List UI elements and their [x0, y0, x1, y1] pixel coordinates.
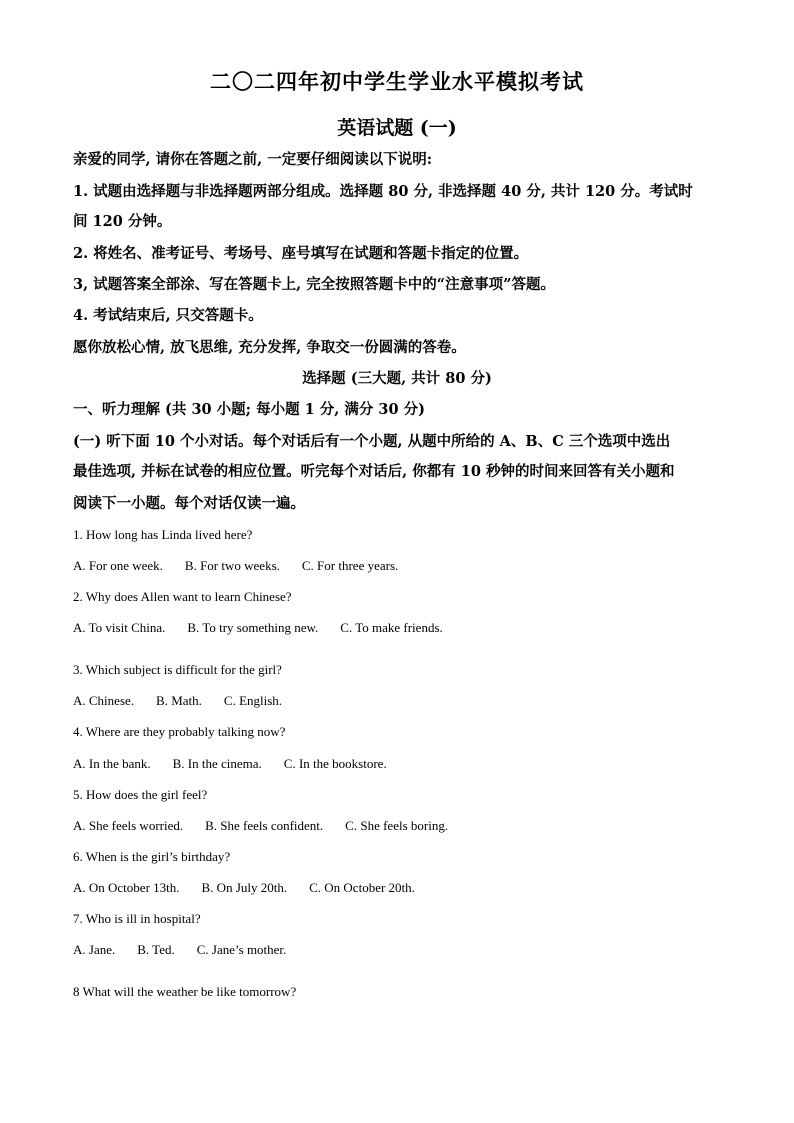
option-a: A. Chinese.: [73, 693, 135, 708]
option-a: A. For one week.: [73, 558, 163, 573]
option-b: B. To try something new.: [187, 620, 319, 635]
question-4: 4. Where are they probably talking now?: [73, 724, 286, 739]
section-heading: 选择题 (三大题, 共计 80 分): [302, 370, 492, 387]
instruction-item-4: 4. 考试结束后, 只交答题卡。: [73, 307, 263, 324]
question-1-options: [73, 557, 420, 575]
question-6: 6. When is the girl’s birthday?: [73, 849, 231, 864]
option-a: A. Jane.: [73, 942, 116, 957]
option-a: A. On October 13th.: [73, 880, 180, 895]
option-b: B. Math.: [156, 693, 202, 708]
option-b: B. On July 20th.: [201, 880, 288, 895]
option-c: C. In the bookstore.: [283, 756, 387, 771]
option-b: B. For two weeks.: [184, 558, 280, 573]
instruction-item-2: 2. 将姓名、准考证号、考场号、座号填写在试题和答题卡指定的位置。: [73, 245, 529, 262]
question-3-options: [73, 692, 304, 710]
option-a: A. She feels worried.: [73, 818, 184, 833]
question-6-options: [73, 879, 437, 897]
part-instruction-line-3: 阅读下一小题。每个对话仅读一遍。: [73, 495, 305, 512]
option-c: C. For three years.: [301, 558, 399, 573]
option-a: A. In the bank.: [73, 756, 151, 771]
question-1: 1. How long has Linda lived here?: [73, 527, 253, 542]
option-b: B. In the cinema.: [172, 756, 262, 771]
part-heading-listening: 一、听力理解 (共 30 小题; 每小题 1 分, 满分 30 分): [73, 401, 425, 418]
instruction-item-3: 3, 试题答案全部涂、写在答题卡上, 完全按照答题卡中的“注意事项”答题。: [73, 276, 555, 293]
option-b: B. She feels confident.: [205, 818, 324, 833]
option-c: C. On October 20th.: [309, 880, 415, 895]
part-instruction-line-2: 最佳选项, 并标在试卷的相应位置。听完每个对话后, 你都有 10 秒钟的时间来回答有关小题和: [73, 463, 675, 480]
option-c: C. English.: [223, 693, 283, 708]
question-5-options: [73, 817, 470, 835]
question-8: 8 What will the weather be like tomorrow?: [73, 984, 297, 999]
option-c: C. Jane’s mother.: [196, 942, 287, 957]
question-4-options: [73, 755, 409, 773]
exam-subtitle: 英语试题 (一): [337, 117, 457, 139]
question-3: 3. Which subject is difficult for the girl?: [73, 662, 282, 677]
part-instruction-line-1: (一) 听下面 10 个小对话。每个对话后有一个小题, 从题中所给的 A、B、C 三个选项中选出: [73, 433, 671, 450]
option-b: B. Ted.: [137, 942, 175, 957]
option-a: A. To visit China.: [73, 620, 166, 635]
option-c: C. To make friends.: [340, 620, 443, 635]
question-2-options: [73, 619, 465, 637]
instructions-wish: 愿你放松心情, 放飞思维, 充分发挥, 争取交一份圆满的答卷。: [73, 339, 466, 356]
question-5: 5. How does the girl feel?: [73, 787, 208, 802]
option-c: C. She feels boring.: [345, 818, 449, 833]
question-2: 2. Why does Allen want to learn Chinese?: [73, 589, 292, 604]
question-7-options: [73, 941, 308, 959]
instruction-item-1: 1. 试题由选择题与非选择题两部分组成。选择题 80 分, 非选择题 40 分, 共计 120 分。考试时: [73, 183, 693, 200]
instructions-greeting: 亲爱的同学, 请你在答题之前, 一定要仔细阅读以下说明:: [73, 151, 433, 168]
question-7: 7. Who is ill in hospital?: [73, 911, 201, 926]
instruction-item-1-cont: 间 120 分钟。: [73, 213, 172, 230]
exam-title: 二〇二四年初中学生学业水平模拟考试: [210, 69, 584, 94]
